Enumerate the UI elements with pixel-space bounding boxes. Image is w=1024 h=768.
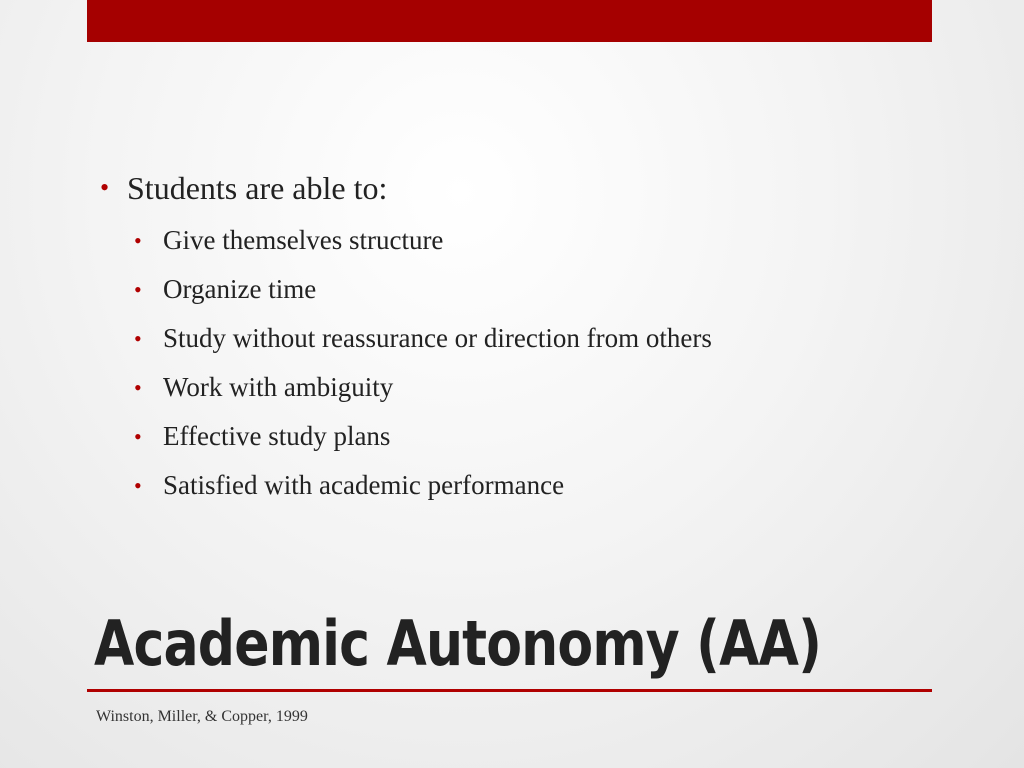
sub-bullet-item (100, 363, 920, 412)
sub-bullet-text: Satisfied with academic performance (163, 470, 565, 500)
slide-body (100, 166, 920, 510)
sub-bullet-text: Organize time (163, 274, 317, 304)
citation-text: Winston, Miller, & Copper, 1999 (96, 708, 308, 725)
bullet-marker: • (134, 326, 142, 351)
title-divider (87, 689, 932, 692)
sub-bullet-item (100, 265, 920, 314)
slide-title: Academic Autonomy (AA) (94, 607, 822, 680)
bullet-marker: • (134, 375, 142, 400)
sub-bullet-item (100, 314, 920, 363)
sub-bullet-text: Effective study plans (163, 421, 391, 451)
top-accent-bar (87, 0, 932, 42)
bullet-marker: • (134, 277, 142, 302)
bullet-marker: • (134, 228, 142, 253)
sub-bullet-text: Study without reassurance or direction from others (163, 323, 712, 353)
sub-bullet-text: Work with ambiguity (163, 372, 394, 402)
bullet-main-text: Students are able to: (127, 170, 388, 206)
bullet-marker: • (134, 424, 142, 449)
bullet-marker: • (100, 173, 110, 202)
sub-bullet-text: Give themselves structure (163, 225, 444, 255)
bullet-main (100, 166, 920, 210)
bullet-marker: • (134, 473, 142, 498)
sub-bullet-item (100, 461, 920, 510)
sub-bullet-item (100, 412, 920, 461)
sub-bullet-list (100, 216, 920, 510)
sub-bullet-item (100, 216, 920, 265)
